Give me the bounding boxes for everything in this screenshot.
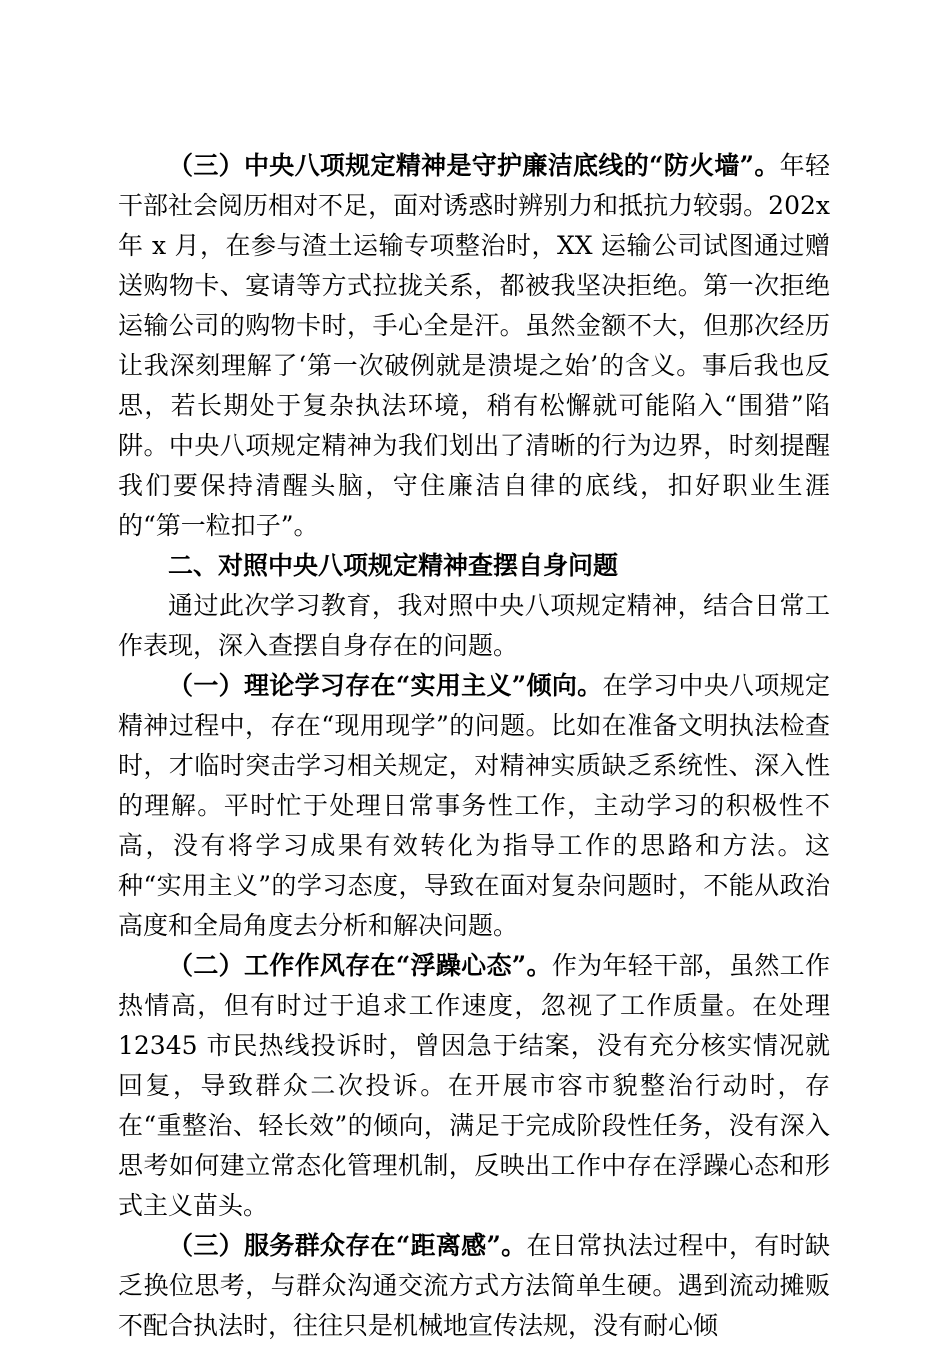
paragraph-body: 在学习中央八项规定精神过程中，存在“现用现学”的问题。比如在准备文明执法检查时，才临时突击学习相关规定，对精神实质缺乏系统性、深入性的理解。平时忙于处理日常事务性工作，主动学习的积极性不高，没有将学习成果有效转化为指导工作的思路和方法。这种“实用主义”的学习态度，导致在面对复杂问题时，不能从政治高度和全局角度去分析和解决问题。 (118, 671, 830, 940)
paragraph-body: 在日常执法过程中，有时缺乏换位思考，与群众沟通交流方式方法简单生硬。遇到流动摊贩不配合执法时，往往只是机械地宣传法规，没有耐心倾 (118, 1231, 830, 1340)
section-heading: 二、对照中央八项规定精神查摆自身问题 (168, 551, 619, 580)
paragraph-firewall (118, 146, 830, 546)
paragraph-work-style (118, 946, 830, 1226)
paragraph-body: 通过此次学习教育，我对照中央八项规定精神，结合日常工作表现，深入查摆自身存在的问题。 (118, 591, 830, 660)
paragraph-lead: （一）理论学习存在“实用主义”倾向。 (168, 671, 603, 700)
paragraph-body: 作为年轻干部，虽然工作热情高，但有时过于追求工作速度，忽视了工作质量。在处理 12345 市民热线投诉时，曾因急于结案，没有充分核实情况就回复，导致群众二次投诉。在开展市容市貌整治行动时，存在“重整治、轻长效”的倾向，满足于完成阶段性任务，没有深入思考如何建立常态化管理机制，反映出工作中存在浮躁心态和形式主义苗头。 (118, 951, 830, 1220)
paragraph-lead: （三）服务群众存在“距离感”。 (168, 1231, 527, 1260)
paragraph-lead: （二）工作作风存在“浮躁心态”。 (168, 951, 552, 980)
paragraph-intro (118, 586, 830, 666)
paragraph-lead: （三）中央八项规定精神是守护廉洁底线的“防火墙”。 (168, 151, 780, 180)
paragraph-serving-masses (118, 1226, 830, 1346)
document-page (118, 146, 830, 1346)
paragraph-theory-study (118, 666, 830, 946)
paragraph-body: 年轻干部社会阅历相对不足，面对诱惑时辨别力和抵抗力较弱。202x 年 x 月，在参与渣土运输专项整治时，XX 运输公司试图通过赠送购物卡、宴请等方式拉拢关系，都被我坚决拒绝。第一次拒绝运输公司的购物卡时，手心全是汗。虽然金额不大，但那次经历让我深刻理解了‘第一次破例就是溃堤之始’的含义。事后我也反思，若长期处于复杂执法环境，稍有松懈就可能陷入“围猎”陷阱。中央八项规定精神为我们划出了清晰的行为边界，时刻提醒我们要保持清醒头脑，守住廉洁自律的底线，扣好职业生涯的“第一粒扣子”。 (118, 151, 830, 540)
